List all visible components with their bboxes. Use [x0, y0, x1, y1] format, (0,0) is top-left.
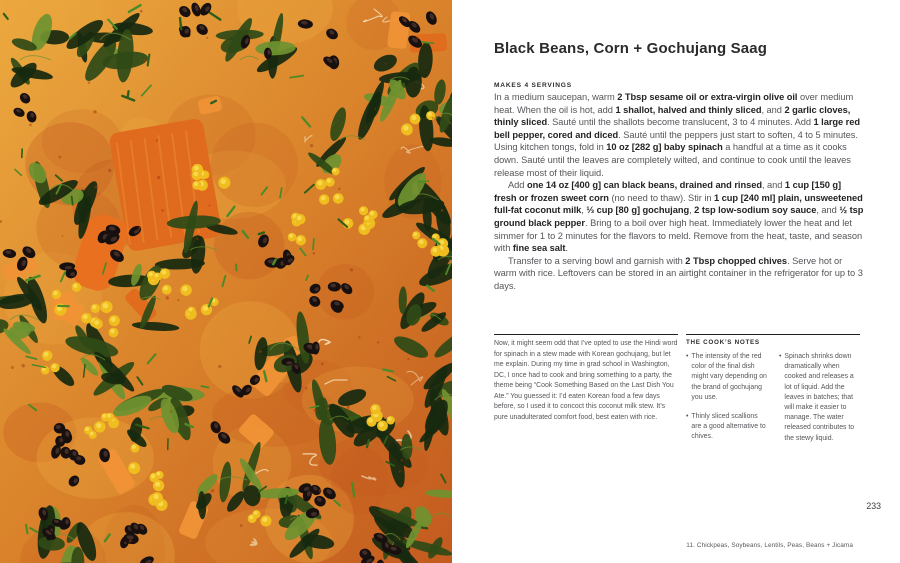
headnote-rule — [494, 334, 678, 335]
cooks-notes-column — [686, 352, 767, 453]
recipe-paragraph: Transfer to a serving bowl and garnish with 2 Tbsp chopped chives. Serve hot or warm with rice. Leftovers can be stored in an airtight container in the refrigerator for up to 3 days. — [494, 255, 863, 291]
recipe-paragraph: Add one 14 oz [400 g] can black beans, drained and rinsed, and 1 cup [150 g] fresh or frozen sweet corn (no need to thaw). Stir in 1 cup [240 ml] plain, unsweetened full-fat coconut milk, ⅓ cup [80 g] gochujang, 2 tsp low-sodium soy sauce, and ½ tsp ground black pepper. Bring to a boil over high heat. Immediately lower the heat and let simmer for 1 to 2 minutes for the flavors to meld. Remove from the heat, taste, and season with fine sea salt. — [494, 180, 864, 254]
cooks-note-text: The intensity of the red color of the final dish might vary depending on the brand of gochujang you use. — [691, 353, 767, 401]
servings-label: MAKES 4 SERVINGS — [494, 82, 572, 89]
headnote-column — [494, 334, 678, 453]
recipe-title: Black Beans, Corn + Gochujang Saag — [494, 40, 768, 58]
cooks-note-text: Thinly sliced scallions are a good alternative to chives. — [691, 413, 766, 441]
bullet-glyph: • — [779, 353, 782, 360]
cooks-notes-column-wrap — [686, 334, 860, 453]
page-number: 233 — [866, 501, 881, 511]
recipe-body — [494, 91, 864, 293]
cooks-note-text: Spinach shrinks down dramatically when cooked and releases a lot of liquid. Add the leaves in batches; that will make it easier to manage. The water released contributes to the stewy liquid. — [784, 353, 855, 442]
bullet-glyph: • — [686, 353, 689, 360]
recipe-paragraph: In a medium saucepan, warm 2 Tbsp sesame oil or extra-virgin olive oil over medium heat. When the oil is hot, add 1 shallot, halved and thinly sliced, and 2 garlic cloves, thinly sliced. Sauté until the shallots become translucent, 3 to 4 minutes. Add 1 large red bell pepper, cored and diced. Sauté until the peppers just start to soften, 4 to 5 minutes. Using kitchen tongs, fold in 10 oz [282 g] baby spinach a handful at a time as it cooks down. Sauté until the leaves are completely wilted, and continue to cook until the leaves release most of their liquid. — [494, 92, 860, 178]
recipe-page — [452, 0, 900, 563]
chapter-footer: 11. Chickpeas, Soybeans, Lentils, Peas, Beans + Jicama — [686, 542, 853, 549]
headnote-text: Now, it might seem odd that I’ve opted to use the Hindi word for spinach in a stew made with Korean gochujang, but let me explain. During my time in grad school in Washington, DC, I once had to cook and bring something to a party, the theme being “Cook Something Based on the Last Dish You Ate.” You guessed it: I’d eaten Korean food a few days before, so I used it to concoct this coconut milk stew. It’s pure unadulterated comfort food, best eaten with rice. — [494, 340, 678, 421]
cooks-note-item — [686, 352, 767, 403]
cooks-notes-rule — [686, 334, 860, 335]
cooks-notes-columns — [686, 352, 860, 453]
cooks-notes-heading: THE COOK’S NOTES — [686, 339, 760, 346]
cooks-notes-column — [779, 352, 860, 453]
cooks-note-item — [779, 352, 860, 444]
notes-section — [494, 334, 860, 453]
cooks-note-item — [686, 412, 767, 443]
bullet-glyph: • — [686, 413, 689, 421]
